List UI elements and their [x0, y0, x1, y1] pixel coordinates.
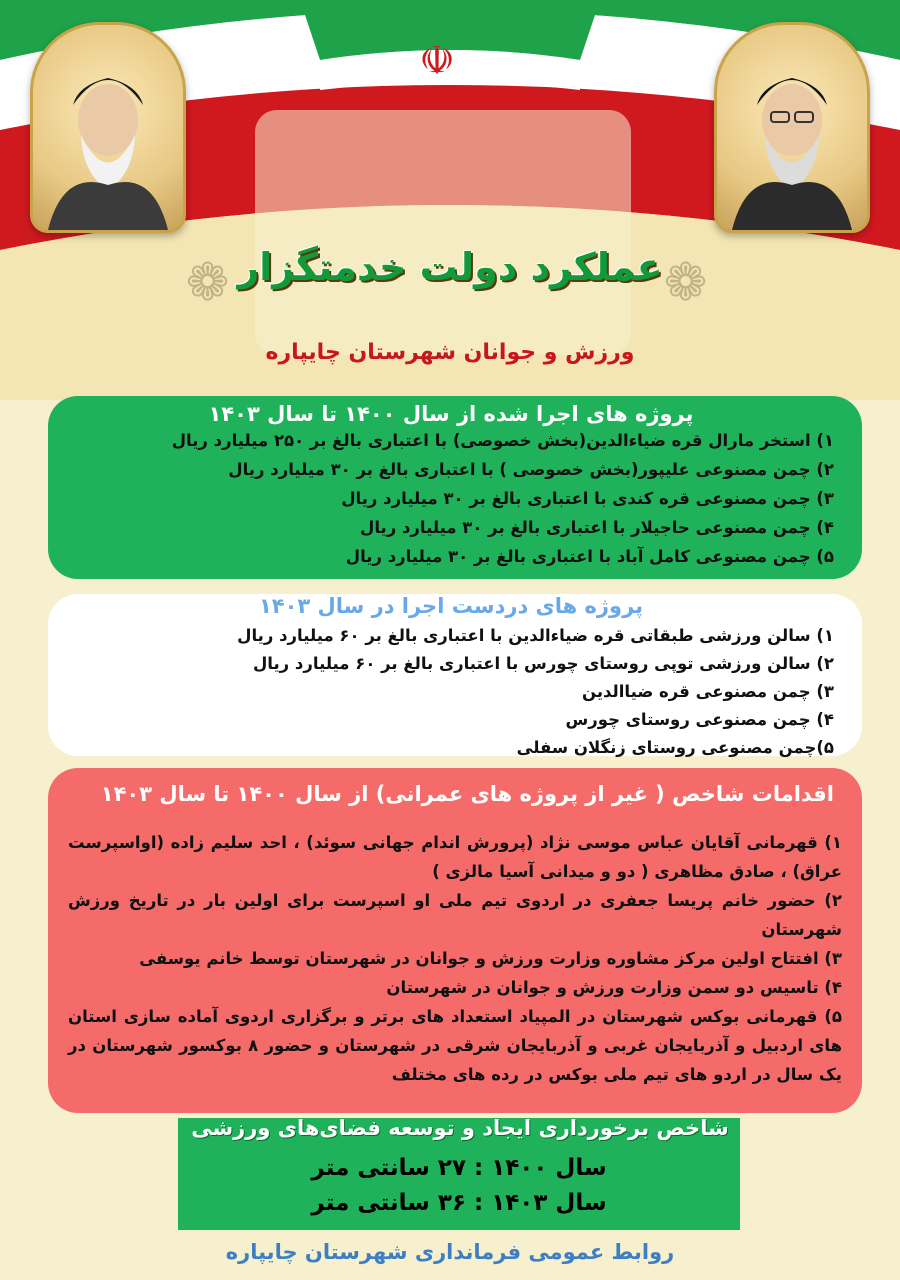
list-item: ۴) چمن مصنوعی روستای چورس [565, 710, 834, 729]
page-subtitle: ورزش و جوانان شهرستان چایپاره [265, 340, 635, 365]
list-item: ۵) قهرمانی بوکس شهرستان در المپیاد استعداد های برتر و برگزاری اردوی آماده سازی استان های اردبیل و آذربایجان غربی و آذربایجان شرقی در شهرستان و حضور ۸ بوکسور شهرستان در یک سال در اردو های تیم ملی بوکس در رده های مختلف [68, 1007, 843, 1084]
list-item: ۵)چمن مصنوعی روستای زنگلان سفلی [516, 738, 834, 757]
person-icon [43, 50, 173, 230]
index-year-1400: سال ۱۴۰۰ : ۲۷ سانتی متر [311, 1155, 607, 1181]
person-icon [727, 50, 857, 230]
list-item: ۳) افتتاح اولین مرکز مشاوره وزارت ورزش و جوانان در شهرستان توسط خانم یوسفی [139, 949, 842, 968]
completed-projects-heading: پروژه های اجرا شده از سال ۱۴۰۰ تا سال ۱۴۰۳ [208, 402, 694, 426]
list-item: ۱) سالن ورزشی طبقاتی قره ضیاءالدین با اعتباری بالغ بر ۶۰ میلیارد ریال [237, 626, 834, 645]
list-item: ۳) چمن مصنوعی قره کندی با اعتباری بالغ بر ۳۰ میلیارد ریال [341, 489, 834, 508]
in-progress-projects-heading: پروژه های دردست اجرا در سال ۱۴۰۳ [258, 594, 644, 618]
sports-space-index-title: شاخص برخورداری ایجاد و توسعه فضای‌های ورزشی [191, 1116, 729, 1140]
ornament-icon: ❁ [185, 253, 230, 313]
list-item: ۱) قهرمانی آقایان عباس موسی نژاد (پرورش اندام جهانی سوئد) ، احد سلیم زاده (اواسپرست عراق) ، صادق مظاهری ( دو و میدانی آسیا مالزی ) [68, 833, 842, 881]
completed-projects-list [68, 426, 834, 571]
key-actions-list [68, 828, 842, 1089]
list-item: ۴) چمن مصنوعی حاجیلار با اعتباری بالغ بر ۳۰ میلیارد ریال [360, 518, 834, 537]
list-item: ۲) سالن ورزشی توپی روستای چورس با اعتباری بالغ بر ۶۰ میلیارد ریال [252, 654, 834, 673]
list-item: ۲) چمن مصنوعی علیپور(بخش خصوصی ) با اعتباری بالغ بر ۳۰ میلیارد ریال [228, 460, 834, 479]
in-progress-projects-panel [48, 594, 862, 756]
footer-credit: روابط عمومی فرمانداری شهرستان چایپاره [225, 1240, 675, 1264]
list-item: ۱) استخر مارال قره ضیاءالدین(بخش خصوصی) با اعتباری بالغ بر ۲۵۰ میلیارد ریال [171, 431, 834, 450]
portrait-left [30, 22, 186, 233]
list-item: ۲) حضور خانم پریسا جعفری در اردوی تیم ملی او اسپرست برای اولین بار در تاریخ ورزش شهرستان [68, 891, 842, 939]
ornament-icon: ❁ [663, 253, 708, 313]
list-item: ۴) تاسیس دو سمن وزارت ورزش و جوانان در شهرستان [386, 978, 842, 997]
in-progress-projects-list [68, 622, 834, 762]
key-actions-panel [48, 768, 862, 1113]
portrait-right [714, 22, 870, 233]
completed-projects-panel [48, 396, 862, 579]
page-title: عملکرد دولت خدمتگزار [237, 245, 663, 289]
list-item: ۳) چمن مصنوعی قره ضیاالدین [581, 682, 834, 701]
iran-emblem-icon: ☫ [419, 38, 455, 84]
title-backdrop [255, 110, 631, 355]
index-year-1403: سال ۱۴۰۳ : ۳۶ سانتی متر [311, 1190, 607, 1216]
key-actions-heading: اقدامات شاخص ( غیر از پروژه های عمرانی) از سال ۱۴۰۰ تا سال ۱۴۰۳ [100, 782, 834, 806]
list-item: ۵) چمن مصنوعی کامل آباد با اعتباری بالغ بر ۳۰ میلیارد ریال [345, 547, 834, 566]
